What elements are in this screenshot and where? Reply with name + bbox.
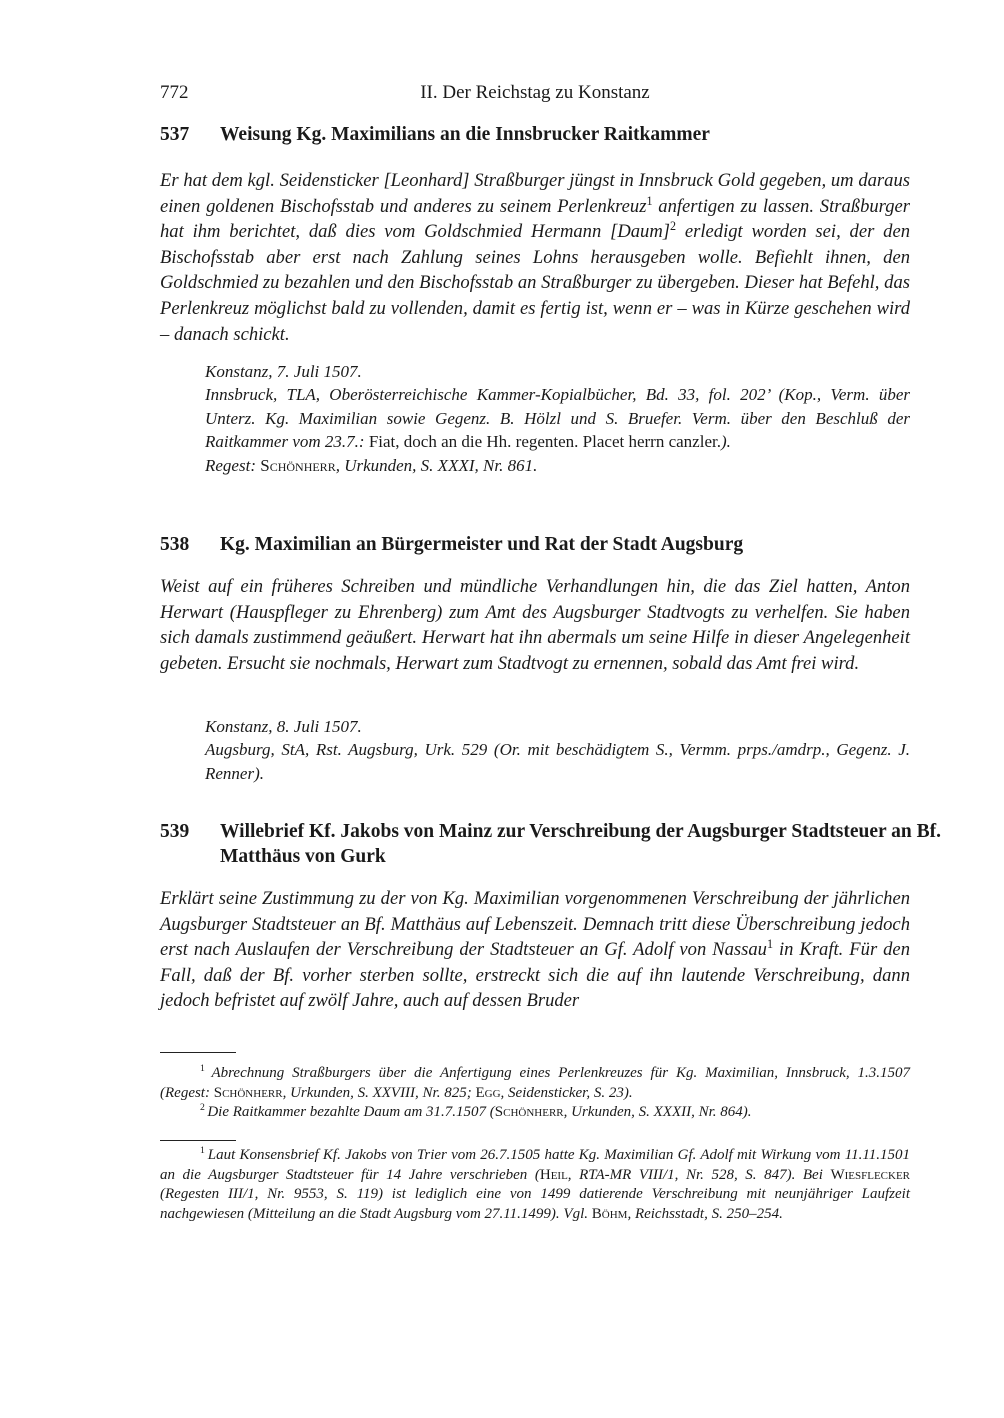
text-segment: Konstanz, 7. Juli 1507. <box>205 362 362 381</box>
text-line <box>160 1064 910 1103</box>
entry-538-sources <box>205 715 910 785</box>
author-name: Schönherr <box>494 1104 564 1120</box>
entry-537-title <box>160 122 970 147</box>
entry-537-body <box>160 168 910 347</box>
footnotes-539 <box>160 1146 910 1224</box>
text-line <box>205 738 910 785</box>
footnote-marker: 1 <box>200 1063 212 1074</box>
running-title: II. Der Reichstag zu Konstanz <box>420 82 650 103</box>
entry-title: Willebrief Kf. Jakobs von Mainz zur Verschreibung der Augsburger Stadtsteuer an Bf. Matthäus von Gurk <box>220 821 942 867</box>
text-segment: Konstanz, 8. Juli 1507. <box>205 717 362 736</box>
text-line <box>205 715 910 738</box>
text-segment: Erklärt seine Zustimmung zu der von Kg. Maximilian vorgenommenen Verschreibung der jährlichen Augsburger Stadtsteuer an Bf. Matthäus auf Lebenszeit. Demnach tritt diese Überschreibung jedoch erst nach Auslaufen der Verschreibung der Stadtsteuer an Gf. Adolf von Nassau <box>160 888 910 961</box>
author-name: Schönherr <box>213 1084 283 1101</box>
footnote-marker: 2 <box>670 219 677 233</box>
footnote-marker: 1 <box>200 1145 208 1156</box>
footnote-marker: 2 <box>200 1102 208 1113</box>
entry-number: 538 <box>160 534 190 555</box>
text-line <box>205 454 910 477</box>
author-name: Böhm <box>591 1205 628 1222</box>
text-line <box>160 1103 910 1123</box>
text-segment: Weist auf ein früheres Schreiben und mündliche Verhandlungen hin, die das Ziel hatten, Anton Herwart (Hauspfleger zu Ehrenberg) zum Amt des Augsburger Stadtvogts zu verhelfen. Sie haben sich damals zustimmend geäußert. Herwart hat ihn abermals um seine Hilfe in dieser Angelegenheit gebeten. Ersucht sie nochmals, Herwart zum Stadtvogt zu ernennen, sobald das Amt frei wird. <box>160 576 910 674</box>
text-segment: Abrechnung Straßburgers über die Anfertigung eines Perlenkreuzes für Kg. Maximilian, Innsbruck, 1.3.1507 (Regest: <box>160 1065 911 1101</box>
entry-538-title <box>160 532 970 557</box>
text-segment: Die Raitkammer bezahlte Daum am 31.7.1507 ( <box>207 1104 495 1120</box>
entry-539-body <box>160 886 910 1014</box>
entry-number: 539 <box>160 821 190 842</box>
text-segment: erledigt worden sei, der den Bischofsstab aber erst nach Zahlung seines Lohns herausgeben wolle. Befiehlt ihnen, den Goldschmied zu bezahlen und den Bischofsstab an Straßburger zu übergeben. Dieser hat Befehl, das Perlenkreuz möglichst bald zu vollenden, damit es fertig ist, wenn er – was in Kürze geschehen wird – danach schickt. <box>160 221 910 345</box>
text-segment: Fiat, doch an die Hh. regenten. Placet herrn canzler. <box>364 432 721 452</box>
entry-537-sources <box>205 360 910 477</box>
text-segment: in Kraft. Für den Fall, daß der Bf. vorher sterben sollte, erstreckt sich die auf ihn lautende Verschreibung, dann jedoch befristet auf zwölf Jahre, auch auf dessen Bruder <box>160 939 910 1012</box>
text-segment: Regest: <box>205 455 261 475</box>
text-segment: Augsburg, StA, Rst. Augsburg, Urk. 529 (Or. mit beschädigtem S., Vermm. prps./amdrp., Gegenz. J. Renner). <box>205 740 910 783</box>
entry-title: Weisung Kg. Maximilians an die Innsbrucker Raitkammer <box>220 124 710 145</box>
author-name: Egg <box>475 1084 501 1101</box>
text-segment: , Seidensticker, S. 23). <box>500 1084 633 1101</box>
text-line <box>160 1146 910 1224</box>
entry-number: 537 <box>160 124 190 145</box>
text-segment: , Urkunden, S. XXXI, Nr. 861. <box>335 455 538 475</box>
footnote-marker: 1 <box>646 193 653 208</box>
text-line <box>205 383 910 453</box>
text-segment: anfertigen zu lassen. Straßburger hat ihm berichtet, daß dies vom Goldschmied Hermann [Daum] <box>160 195 911 243</box>
text-segment: , Urkunden, S. XXVIII, Nr. 825; <box>282 1084 476 1101</box>
text-line <box>205 360 910 383</box>
footnote-rule <box>160 1140 236 1141</box>
footnote-rule <box>160 1052 236 1053</box>
entry-539-title <box>160 819 970 869</box>
page-number: 772 <box>160 82 189 103</box>
author-name: Heil <box>539 1166 568 1183</box>
text-segment: Laut Konsensbrief Kf. Jakobs von Trier vom 26.7.1505 hatte Kg. Maximilian Gf. Adolf mit Wirkung vom 11.11.1501 an die Augsburger Stadtsteuer für 14 Jahre verschrieben ( <box>160 1147 910 1183</box>
text-segment: (Regesten III/1, Nr. 9553, S. 119) ist lediglich eine von 1499 datierende Verschreibung mit neunjähriger Laufzeit nachgewiesen (Mitteilung an die Stadt Augsburg vom 27.11.1499). Vgl. <box>160 1186 910 1222</box>
footnotes-537 <box>160 1064 910 1123</box>
entry-538-body <box>160 574 910 676</box>
text-segment: ). <box>720 432 731 452</box>
author-name: Wiesflecker <box>830 1166 911 1183</box>
text-segment: , RTA-MR VIII/1, Nr. 528, S. 847). Bei <box>567 1166 831 1183</box>
text-segment: Er hat dem kgl. Seidensticker [Leonhard] Straßburger jüngst in Innsbruck Gold gegeben, um daraus einen goldenen Bischofsstab und anderes zu seinem Perlenkreuz <box>160 170 910 217</box>
text-segment: , Urkunden, S. XXXII, Nr. 864). <box>563 1104 752 1120</box>
author-name: Schönherr <box>260 455 336 475</box>
text-segment: , Reichsstadt, S. 250–254. <box>627 1205 783 1222</box>
text-segment: Innsbruck, TLA, Oberösterreichische Kammer-Kopialbücher, Bd. 33, fol. 202’ (Kop., Verm. über Unterz. Kg. Maximilian sowie Gegenz. B. Hölzl und S. Bruefer. Verm. über den Beschluß der Raitkammer vom 23.7.: <box>205 385 910 452</box>
footnote-marker: 1 <box>766 937 774 951</box>
entry-title: Kg. Maximilian an Bürgermeister und Rat der Stadt Augsburg <box>220 534 744 555</box>
